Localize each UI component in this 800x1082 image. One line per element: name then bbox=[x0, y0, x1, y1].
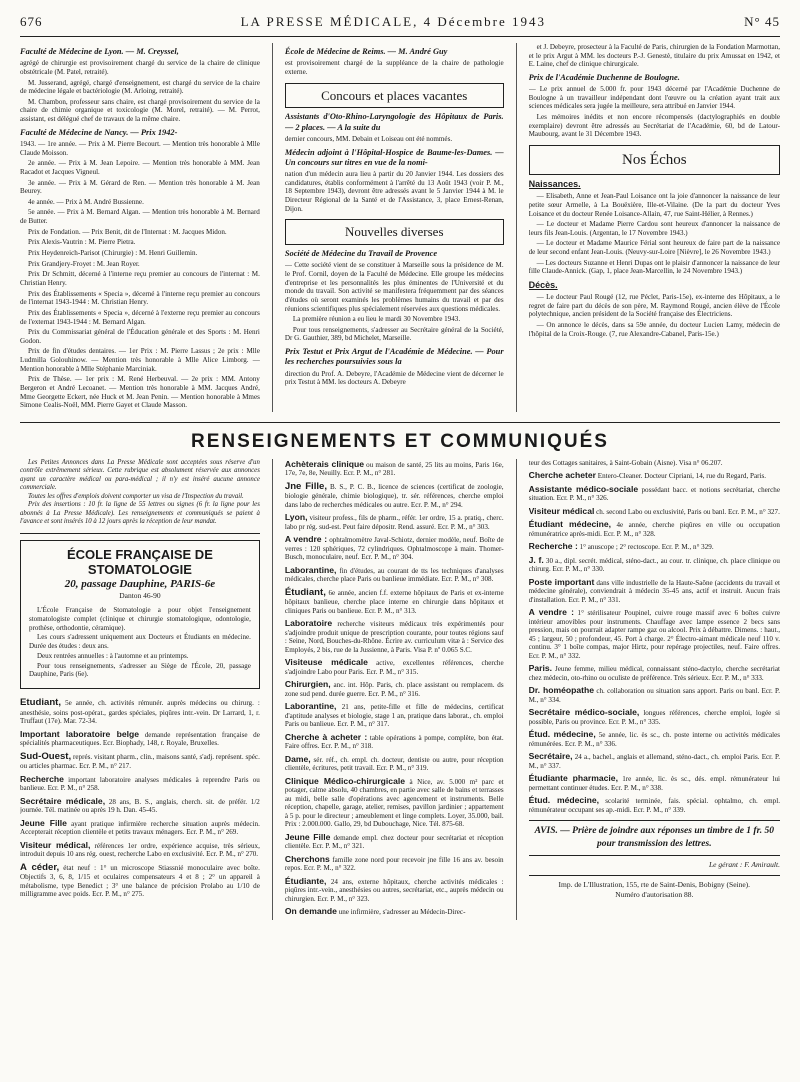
classified-ad bbox=[285, 906, 504, 917]
school-paragraph: L'École Française de Stomatologie a pour objet l'enseignement stomatologiste complet (clinique et chirurgie stomatologique, odontologie, prothèse, orthodontie, céramique). bbox=[29, 606, 251, 632]
classified-ad bbox=[20, 818, 260, 837]
article-paragraph: Prix Heydenreich-Parisot (Chirurgie) : M. Henri Guillemin. bbox=[28, 249, 198, 258]
ad-text: fin d'études, au courant de tts les techniques d'analyses médicales, cherche place Paris ou banlieue immédiate. Ecr. P. M., n° 308. bbox=[284, 566, 504, 584]
imprint-line: Numéro d'autorisation 88. bbox=[615, 889, 694, 899]
ad-text: 5e année, lic. ès sc., ch. poste interne ou activités médicales rémunérées. Ecr. P. M., n° 336. bbox=[528, 731, 780, 748]
classified-ad bbox=[529, 459, 780, 468]
classified-ad bbox=[285, 512, 504, 531]
ad-text: anc. int. Hôp. Paris, ch. place assistant ou remplacem. ds zone sud pend. durée guerre. Ecr. P. M., n° 316. bbox=[284, 681, 504, 698]
top-column-1 bbox=[20, 43, 260, 412]
article-paragraph: M. Jusserand, agrégé, chargé d'enseignement, est chargé du service de la chaire de médecine légale et bactériologie (M. Arloing, retraité). bbox=[20, 78, 260, 96]
classified-ad bbox=[529, 577, 780, 605]
institution-heading: Faculté de Médecine de Lyon. — M. Creyssel, bbox=[20, 47, 179, 56]
ad-text: une infirmière, s'adresser au Médecin-Direc- bbox=[338, 908, 466, 917]
ad-keyword: Cherche à acheter : bbox=[284, 731, 368, 742]
article-paragraph: 4e année. — Prix à M. André Bussienne. bbox=[28, 197, 144, 206]
classified-ad bbox=[529, 685, 780, 704]
classified-ad bbox=[285, 618, 504, 654]
article-paragraph: M. Chambon, professeur sans chaire, est chargé provisoirement du service de la chaire de chimie organique et toxicologie (M. Morel, retraité). — M. Perrot, assistant, est délégué chef de travaux de la même chaire. bbox=[20, 97, 260, 124]
article-paragraph: — Le docteur et Madame Pierre Cardou sont heureux d'annoncer la naissance de leurs fils Jean-Louis. (Argentan, le 17 Novembre 1943.) bbox=[528, 220, 780, 237]
article-paragraph: direction du Prof. A. Debeyre, l'Académie de Médecine vient de décerner le prix Testut à MM. les docteurs A. Debeyre bbox=[284, 369, 504, 387]
school-telephone: Danton 46-90 bbox=[119, 591, 161, 601]
ad-text: ophtalmomètre Javal-Schiotz, dernier modèle, neuf. Boîte de verres : 120 sphériques, 72 cylindriques. Ophtalmoscope à main. Thomer-Busch, monoculaire, neuf. Ecr. P. M., n° 304. bbox=[284, 536, 504, 562]
ad-keyword: Visiteur médical bbox=[528, 505, 595, 516]
article-paragraph: Prix Grandjery-Froyet : M. Jean Royer. bbox=[28, 259, 140, 268]
institution-heading: Société de Médecine du Travail de Provence bbox=[284, 249, 438, 259]
running-head bbox=[20, 14, 780, 36]
avis-notice: AVIS. — Prière de joindre aux réponses un timbre de 1 fr. 50 pour transmission des lettres. bbox=[529, 820, 780, 856]
ad-keyword: Dame, bbox=[284, 753, 311, 764]
article-paragraph: agrégé de chirurgie est provisoirement chargé du service de la chaire de clinique obstétricale (M. Patel, retraité). bbox=[20, 59, 260, 76]
ad-keyword: Secrétaire médico-sociale, bbox=[528, 707, 640, 718]
classifieds-column-2 bbox=[285, 459, 504, 920]
classified-ad bbox=[20, 796, 260, 815]
classified-ad bbox=[285, 876, 504, 904]
ad-keyword: Laborantine, bbox=[284, 564, 337, 575]
article-paragraph: 5e année. — Prix à M. Bernard Algan. — Mention très honorable à M. Bernard de Butter. bbox=[20, 208, 260, 226]
ad-text: Jeune femme, milieu médical, connaissant sténo-dactylo, cherche secrétariat chez médecin, oto-rhino ou oculiste de préférence. Très sérieux. Ecr. P. M., n° 333. bbox=[528, 665, 780, 682]
ad-text: visiteur profess., fils de pharm., référ. 1er ordre, 15 a. pratiq., cherc. labo pr rég. sud-est. Peut faire dépositr. Rend. assuré. Ecr. P. M., n° 303. bbox=[284, 514, 504, 531]
ad-text: références 1er ordre, expérience acquise, très sérieux, introduit depuis 10 ans rég. ouest, recherche Labo en exclusivité. Ecr. P. M., n° 270. bbox=[20, 841, 260, 859]
section-box-title: Concours et places vacantes bbox=[285, 83, 504, 109]
ad-keyword: Jeune Fille bbox=[284, 831, 331, 842]
institution-heading: Prix Testut et Prix Argut de l'Académie de Médecine. — Pour les recherches poursuivies sous la bbox=[284, 347, 504, 367]
classified-ad bbox=[529, 484, 780, 503]
ad-text: Entero-Cleaner. Docteur Cipriani, 14, rue du Regard, Paris. bbox=[597, 472, 766, 481]
classified-ad bbox=[529, 707, 780, 726]
classified-ad bbox=[285, 832, 504, 851]
ad-text: 6e année, ancien f.f. externe hôpitaux de Paris et ex-interne hôpitaux banlieue, cherche place interne en chirurgie dans hôpitaux et cliniques Paris ou banlieue. Ecr. P. M., n° 313. bbox=[284, 588, 504, 615]
classified-ad bbox=[285, 776, 504, 829]
notice-paragraph: Prix des insertions : 10 fr. la ligne de 55 lettres ou signes (6 fr. la ligne pour les abonnés à La Presse Médicale). Les renseignements et communiqués se paient à l'avance et sont insérés 10 à 12 jours après la réception de leur mandat. bbox=[20, 501, 260, 526]
school-paragraph: Deux rentrées annuelles : à l'automne et au printemps. bbox=[37, 651, 189, 660]
article-paragraph: Pour tous renseignements, s'adresser au Secrétaire général de la Société, Dr G. Gauthier, 389, bd Michelet, Marseille. bbox=[284, 325, 504, 343]
ad-keyword: Secrétaire, bbox=[528, 751, 573, 762]
column-divider bbox=[272, 43, 273, 412]
article-paragraph: — Le prix annuel de 5.000 fr. pour 1943 décerné par l'Académie Duchenne de Boulogne à un travailleur indépendant dont l'œuvre ou la création ayant trait aux sciences médicales sera jugée la meilleure, sera attribué en Janvier 1944. bbox=[528, 85, 780, 111]
article-paragraph: La première réunion a eu lieu le mardi 30 Novembre 1943. bbox=[292, 315, 461, 324]
article-paragraph: Prix Alexis-Vautrin : M. Pierre Pietra. bbox=[28, 238, 136, 247]
article-paragraph: dernier concours, MM. Debain et Loiseau ont été nommés. bbox=[284, 134, 453, 143]
section-rule bbox=[20, 422, 780, 423]
ad-keyword: Recherche : bbox=[528, 541, 578, 552]
classified-ad bbox=[529, 607, 780, 660]
institution-heading: Faculté de Médecine de Nancy. — Prix 1942- bbox=[20, 127, 178, 137]
ad-keyword: Clinique Médico-chirurgicale bbox=[284, 775, 406, 786]
classified-ad bbox=[20, 840, 260, 859]
imprint bbox=[529, 880, 780, 900]
top-rule bbox=[20, 36, 780, 37]
article-paragraph: — Les docteurs Suzanne et Henri Dupas ont le plaisir d'annoncer la naissance de leur fille Claude-Annick. (Gap, 1, place Jean-Marcellin, le 24 Novembre 1943.) bbox=[528, 258, 780, 276]
classified-ad bbox=[20, 697, 260, 726]
classified-ad bbox=[20, 862, 260, 899]
ad-keyword: A vendre : bbox=[528, 607, 574, 618]
ad-text: 5e année, ch. activités rémunér. auprès médecins ou chirurg. : anesthésie, soins post-opérat., gardes spéciales, piqûres intr.-vein. Dr Larrard, 1, r. Truffaut (17e). Mar. 72-34. bbox=[20, 699, 260, 726]
institution-heading: École de Médecine de Reims. — M. André Guy bbox=[284, 47, 448, 56]
notice-paragraph: Les Petites Annonces dans La Presse Médicale sont acceptées sous réserve d'un contrôle extrêmement sérieux. Cette rubrique est absolument réservée aux annonces ayant un caractère médical ou para-médical ; il n'y est inséré aucune annonce commerciale. bbox=[20, 458, 260, 492]
ad-text: demande représentation française de spécialités pharmaceutiques. Ecr. Biophady, 148, r. Royale, Bruxelles. bbox=[20, 730, 260, 748]
ad-keyword: Étudiante pharmacie, bbox=[528, 773, 618, 784]
subsection-heading: Naissances. bbox=[528, 179, 581, 190]
ad-text: active, excellentes références, cherche s'adjoindre Labo pour Paris. Ecr. P. M., n° 315. bbox=[284, 659, 504, 676]
ad-keyword: Laboratoire bbox=[284, 618, 333, 629]
ad-text: 4e année, cherche piqûres en ville ou occupation rémunératrice après-midi. Ecr. P. M., n° 328. bbox=[528, 521, 780, 538]
imprint-line: Imp. de L'Illustration, 155, rte de Saint-Denis, Bobigny (Seine). bbox=[558, 880, 751, 890]
column-divider bbox=[516, 43, 517, 412]
ad-keyword: Étudiant, bbox=[284, 586, 326, 598]
classified-ad bbox=[285, 481, 504, 510]
ad-keyword: Visiteur médical, bbox=[20, 839, 91, 850]
notice-paragraph: Toutes les offres d'emplois doivent comporter un visa de l'Inspection du travail. bbox=[28, 492, 244, 500]
article-paragraph: Les mémoires inédits et non encore récompensés (dactylographiés en double exemplaire) devront être adressés au Secrétariat de l'Académie, 60, bd de Latour-Maubourg, avant le 31 Décembre 1943. bbox=[528, 113, 780, 139]
classified-ad bbox=[529, 541, 780, 552]
classified-ad bbox=[529, 751, 780, 770]
classified-ad bbox=[285, 459, 504, 478]
article-paragraph: est provisoirement chargé de la suppléance de la chaire de pathologie externe. bbox=[284, 59, 504, 76]
classified-ad bbox=[285, 679, 504, 698]
ad-text: recherche visiteurs médicaux très expérimentés pour s'adjoindre produit unique de prescription courante, pour toutes régions sauf : Seine, Nord, Bouches-du-Rhône. Écrire av. curriculum vitæ à : Service des Employés, 2 bis, rue de la Jussienne, à Paris. Visa P. nº 0.065 S.C. bbox=[284, 620, 504, 654]
ads-list-1 bbox=[20, 697, 260, 899]
classified-ad bbox=[285, 565, 504, 584]
ad-text: demande empl. chez docteur pour secrétariat et réception clientèle. Ecr. P. M., n° 321. bbox=[284, 833, 504, 851]
ad-text: ou maison de santé, 25 lits au moins, Paris 16e, 17e, 7e, 8e, Neuilly. Ecr. P. M., n° 281. bbox=[284, 460, 504, 478]
ad-text: table opérations à pompe, complète, bon état. Faire offres. Ecr. P. M., n° 318. bbox=[284, 733, 504, 751]
ad-text: ch. second Labo ou exclusivité, Paris ou banl. Ecr. P. M., n° 327. bbox=[596, 507, 780, 516]
classified-ad bbox=[529, 506, 780, 517]
ad-keyword: Poste important bbox=[528, 576, 595, 587]
institution-heading: Prix de l'Académie Duchenne de Boulogne. bbox=[528, 72, 680, 82]
issue-number: N° 45 bbox=[744, 14, 780, 29]
ad-text: 21 ans, petite-fille et fille de médecins, certificat d'aptitude analyses et biologie, stage 1 an, pratique dans laborat., ch. emploi Paris ou banlieue. Ecr. P. M., n° 317. bbox=[284, 703, 504, 729]
article-paragraph: Prix de fin d'études dentaires. — 1er Prix : M. Pierre Lassus ; 2e prix : Mlle Ludmilla Golouhinow. — Mention très honorable à Mlle Alice Limborg. — Mention honorable à Mlle Stéphanie Marciniak. bbox=[20, 347, 260, 373]
classified-ad bbox=[529, 729, 780, 748]
article-paragraph: nation d'un médecin aura lieu à partir du 20 Janvier 1944. Les dossiers des candidatures, établis conformément à l'arrêté du 13 Août 1943 (voir P. M., 18 Septembre 1943), devront être adressés avant le 5 Janvier 1944 à M. le Directeur Régional de la Santé et de l'Assistance, 3, place Ernest-Renan, Dijon. bbox=[284, 170, 504, 213]
ad-keyword: A céder, bbox=[20, 861, 60, 873]
ad-text: B. S., P. C. B., licence de sciences (certificat de zoologie, biologie générale, chimie biologique), tr. sér. références, cherche emploi dans labo de recherches médicales ou autre. Ecr. P. M., n° 294. bbox=[284, 482, 504, 509]
ad-keyword: Etudiant, bbox=[20, 697, 62, 709]
ad-keyword: Chirurgien, bbox=[284, 679, 331, 690]
ad-keyword: Laborantine, bbox=[284, 701, 337, 712]
classified-ad bbox=[285, 534, 504, 562]
classifieds-column-1 bbox=[20, 459, 260, 920]
school-advertisement bbox=[20, 540, 260, 689]
classified-ad bbox=[20, 774, 260, 793]
article-paragraph: 2e année. — Prix à M. Jean Lepoire. — Mention très honorable à MM. Jean Racadot et Jacques Vigneul. bbox=[20, 159, 260, 176]
ad-text: teur des Cottages sanitaires, à Saint-Gobain (Aisne). Visa n° 06.207. bbox=[528, 458, 723, 467]
section-box-title: Nouvelles diverses bbox=[285, 219, 504, 245]
journal-title: LA PRESSE MÉDICALE, 4 Décembre 1943 bbox=[240, 14, 547, 29]
ad-keyword: Cherche acheter bbox=[528, 470, 596, 481]
institution-heading: Médecin adjoint à l'Hôpital-Hospice de Baume-les-Dames. — Un concours sur titres en vue de la nomi- bbox=[284, 147, 504, 167]
ad-keyword: Paris. bbox=[528, 663, 553, 674]
article-paragraph: Prix des Établissements « Specia », décerné à l'interne reçu premier au concours de l'internat 1943-1944 : M. Christian Henry. bbox=[20, 289, 260, 307]
ad-text: représ. visitant pharm., clin., maisons santé, s'adj. représent. spéc. ou articles pharmac. Ecr. P. M., n° 217. bbox=[20, 752, 260, 771]
article-paragraph: Prix de Thèse. — 1er prix : M. René Herbeuval. — 2e prix : MM. Antony Bergeron et André Lecoanet. — Mention très honorable à MM. Jacques André, Mme Georgette Eckert, née Huck et M. Jean Penin. — Mention honorable à Mmes Simone Cealis-Noël, MM. Pierre Gayet et Claude Masson. bbox=[20, 375, 260, 410]
ad-text: famille zone nord pour recevoir jne fille 16 ans av. besoin repos. Ecr. P. M., n° 322. bbox=[284, 855, 504, 873]
top-columns bbox=[20, 43, 780, 412]
school-paragraph: Pour tous renseignements, s'adresser au Siège de l'École, 20, passage Dauphine, Paris (6e). bbox=[29, 661, 251, 679]
article-paragraph: Prix de Fondation. — Prix Benit, dit de l'Internat : M. Jacques Midon. bbox=[28, 227, 227, 236]
classified-ad bbox=[20, 751, 260, 771]
classified-ad bbox=[285, 587, 504, 616]
ad-text: 1re année, lic. ès sc., dés. empl. rémunérateur lui permettant continuer études. Ecr. P. M., n° 338. bbox=[528, 775, 780, 792]
classified-ad bbox=[529, 519, 780, 538]
ad-text: état neuf : 1° un microscope Stiassnié monoculaire avec boîte. Objectifs 3, 6, 8, 1/15 et oculaires compensateurs 4 et 8 ; 2° un appareil à métabolisme, type Benedict ; 3° une balance de précision Prolabo au 1/10 de milligramme avec poids. Ecr. P. M., n° 275. bbox=[20, 863, 260, 899]
ad-text: ch. collaboration ou situation sans apport. Paris ou banl. Ecr. P. M., n° 334. bbox=[528, 687, 780, 704]
top-column-3 bbox=[529, 43, 780, 412]
ad-keyword: Sud-Ouest, bbox=[20, 750, 72, 762]
article-paragraph: 3e année. — Prix à M. Gérard de Ren. — Mention très honorable à M. Jean Beurey. bbox=[20, 178, 260, 196]
classified-ad bbox=[529, 795, 780, 814]
school-title: ÉCOLE FRANÇAISE DE STOMATOLOGIE bbox=[66, 546, 213, 578]
school-description bbox=[29, 606, 251, 679]
article-paragraph: 1943. — 1re année. — Prix à M. Pierre Becourt. — Mention très honorable à Mlle Claude Moisson. bbox=[20, 139, 260, 157]
ad-text: 30 a., dipl. secrét. médical, sténo-dact., au cour. tr. clinique, ch. place clinique ou chirurg. Ecr. P. M., n° 330. bbox=[528, 556, 780, 574]
ad-text: 1° stérilisateur Poupinel, cuivre rouge massif avec 6 boîtes cuivre intérieur amovibles pour instruments. Chauffage avec lampe essence 2 becs sans pression, mais on pourrait adapter rampe gaz ou alcool. Prix à débattre. Dimens. : haut., 45 ; largeur, 50 ; profondeur, 45. Port à charge. 2° Électro-aimant médicale neuf 110 v. continu. 3° 1 boîte compas, major Hirtz, pour repérage projectiles, neuf. Faire offres. Ecr. P. M., n° 332. bbox=[528, 609, 780, 660]
ad-keyword: Jeune Fille bbox=[20, 817, 67, 828]
ad-keyword: Achèterais clinique bbox=[284, 458, 365, 469]
ad-keyword: Étud. médecine, bbox=[528, 795, 600, 806]
ad-keyword: Étudiante, bbox=[284, 875, 327, 886]
article-paragraph: Prix du Commissariat général de l'Éducation générale et des Sports : M. Henri Godon. bbox=[20, 328, 260, 345]
ad-keyword: Lyon, bbox=[284, 512, 308, 523]
article-paragraph: — Elisabeth, Anne et Jean-Paul Loisance ont la joie d'annoncer la naissance de leur petite sœur Armelle, à La Bouëxière, Ille-et-Vilaine. (De la part du docteur Yves Loisance et du docteur Renée Loisance-Allain, 47, rue Saint-Hélier, à Rennes.) bbox=[528, 192, 780, 218]
classified-ad bbox=[529, 663, 780, 682]
ad-keyword: Dr. homéopathe bbox=[528, 685, 595, 696]
subsection-heading: Décès. bbox=[528, 280, 558, 291]
school-address: 20, passage Dauphine, PARIS-6e bbox=[64, 577, 216, 590]
classifieds-column-3 bbox=[529, 459, 780, 920]
ad-text: sér. réf., ch. empl. ch. docteur, dentiste ou autre, pour réception clientèle, écritures, petit travail. Ecr. P. M., n° 319. bbox=[284, 755, 504, 773]
article-paragraph: Prix des Établissements « Specia », décerné à l'externe reçu premier au concours de l'externat 1943-1944 : M. Bernard Algan. bbox=[20, 308, 260, 326]
institution-heading: Assistants d'Oto-Rhino-Laryngologie des Hôpitaux de Paris. — 2 places. — A la suite du bbox=[284, 112, 504, 132]
column-divider bbox=[516, 459, 517, 920]
ad-keyword: Recherche bbox=[20, 773, 64, 784]
ad-keyword: J. f. bbox=[528, 554, 544, 565]
gerant-line: Le gérant : F. Amirault. bbox=[529, 860, 780, 876]
article-paragraph: — On annonce le décès, dans sa 59e année, du docteur Lucien Lamy, médecin de l'hôpital de la Croix-Rouge. (7, rue Alexandre-Cabanel, Paris-15e.) bbox=[528, 320, 780, 338]
ad-text: possédant bacc. et notions secrétariat, cherche situation. Ecr. P. M., n° 326. bbox=[528, 485, 780, 503]
section-box-title: Nos Échos bbox=[529, 145, 780, 175]
ad-keyword: A vendre : bbox=[284, 534, 328, 545]
ad-keyword: Assistante médico-sociale bbox=[528, 483, 639, 494]
section-title: RENSEIGNEMENTS ET COMMUNIQUÉS bbox=[191, 430, 609, 452]
top-column-2 bbox=[285, 43, 504, 412]
ad-keyword: Étudiant médecine, bbox=[528, 519, 612, 530]
ads-list-3 bbox=[529, 459, 780, 815]
ad-text: ayant pratique infirmière recherche situation auprès médecin. Accepterait réception clientèle et petits travaux ménagers. Ecr. P. M., n° 269. bbox=[20, 819, 260, 837]
school-paragraph: Les cours s'adressent uniquement aux Docteurs et Étudiants en médecine. Durée des études : deux ans. bbox=[29, 633, 251, 651]
classified-ad bbox=[285, 701, 504, 729]
ad-keyword: Important laboratoire belge bbox=[20, 728, 140, 739]
classifieds-columns bbox=[20, 459, 780, 920]
ad-text: 24 a., bachel., anglais et allemand, sténo-dact., ch. emploi Paris. Ecr. P. M., n° 337. bbox=[528, 753, 780, 770]
column-divider bbox=[272, 459, 273, 920]
ad-keyword: Visiteuse médicale bbox=[284, 657, 368, 668]
article-paragraph: — Cette société vient de se constituer à Marseille sous la présidence de M. le Prof. Cornil, doyen de la Faculté de Médecine. Elle groupe les médecins d'entreprise et les personnalités les plus éminentes de l'Université et du monde du travail. Son activité se manifestera fréquemment par des séances d'études où seront examinés les problèmes humains du travail et par des réunions scientifiques plus spécialement réservées aux questions médicales. bbox=[284, 261, 504, 313]
ad-keyword: Secrétaire médicale, bbox=[20, 795, 106, 806]
ad-text: scolarité terminée, fais. spécial. ophtalmo, ch. empl. rémunérateur occupant ses ap.-midi. Ecr. P. M., n° 339. bbox=[528, 797, 780, 814]
classified-ad bbox=[285, 754, 504, 773]
classified-ad bbox=[285, 732, 504, 751]
article-paragraph: — Le docteur et Madame Maurice Férial sont heureux de faire part de la naissance de leur second enfant Jean-Louis. (Neuvy-sur-Loire [Nièvre], le 26 Novembre 1943.) bbox=[528, 239, 780, 257]
ad-keyword: Cherchons bbox=[284, 853, 330, 864]
ad-text: 24 ans, externe hôpitaux, cherche activités médicales : piqûres intr.-vein., anesthésies ou autres, secrétariat, etc., auprès médecin ou chirurgien. Ecr. P. M., n° 323. bbox=[284, 877, 504, 903]
ad-keyword: Étud. médecine, bbox=[528, 729, 596, 740]
ad-keyword: On demande bbox=[284, 906, 337, 917]
advertising-notice bbox=[20, 459, 260, 534]
classified-ad bbox=[285, 854, 504, 873]
ad-text: longues références, cherche emploi, logée si possible, Paris ou province. Ecr. P. M., n° 335. bbox=[528, 709, 780, 726]
article-paragraph: Prix Dr Schmitt, décerné à l'interne reçu premier au concours de l'internat : M. Christian Henry. bbox=[20, 270, 260, 287]
ad-text: 1° anuscope ; 2° rectoscope. Ecr. P. M., n° 329. bbox=[579, 543, 714, 552]
classified-ad bbox=[20, 729, 260, 748]
ad-keyword: Jne Fille, bbox=[284, 480, 328, 492]
article-paragraph: — Le docteur Paul Rougé (12, rue Péclet, Paris-15e), ex-interne des Hôpitaux, a le regret de faire part du décès de son père, M. Raymond Rougé, ancien élève de l'École polytechnique, ancien président de la Société française des Électriciens. bbox=[528, 293, 780, 319]
page-number: 676 bbox=[20, 14, 43, 29]
ad-text: 28 ans, B. S., anglais, cherch. sit. de préfér. 1/2 journée. Tél. matinée ou après 19 h. Dan. 45-45. bbox=[20, 797, 260, 815]
ad-text: dans ville industrielle de la Haute-Saône (accidents du travail et médecine générale), conviendrait à médecin 35-45 ans, actif et instruit. Aucun frais d'installation. Ecr. P. M., n° 331. bbox=[528, 578, 780, 604]
classified-ad bbox=[529, 773, 780, 792]
article-paragraph: et J. Debeyre, prosecteur à la Faculté de Paris, chirurgien de la Fondation Marmottan, et le prix Argut à MM. les docteurs P.-J. Genestè, titulaire du prix Amussat en 1942, et E. Laine, chef de clinique chirurgicale. bbox=[528, 43, 780, 69]
classified-ad bbox=[529, 470, 780, 481]
classified-ad bbox=[285, 657, 504, 676]
ad-text: important laboratoire analyses médicales à reprendre Paris ou banlieue. Ecr. P. M., n° 258. bbox=[20, 775, 260, 793]
ad-text: à Nice, av. 5.000 m² parc et potager, calme absolu, 40 chambres, en partie avec salle de bains et terrasses au midi, belle salle d'opérations avec agencement et instruments. Belle réception, chapelle, garage, atelier, remises, pavillon jardinier ; appartement à 5 p. pour le directeur ; ameublement et linge complets. Loyer, 35.000, bail. Prix : 2.000.000. Gallo, 29, bd Dubouchage, Nice. Tél. 875-68. bbox=[284, 777, 504, 829]
classified-ad bbox=[529, 555, 780, 574]
